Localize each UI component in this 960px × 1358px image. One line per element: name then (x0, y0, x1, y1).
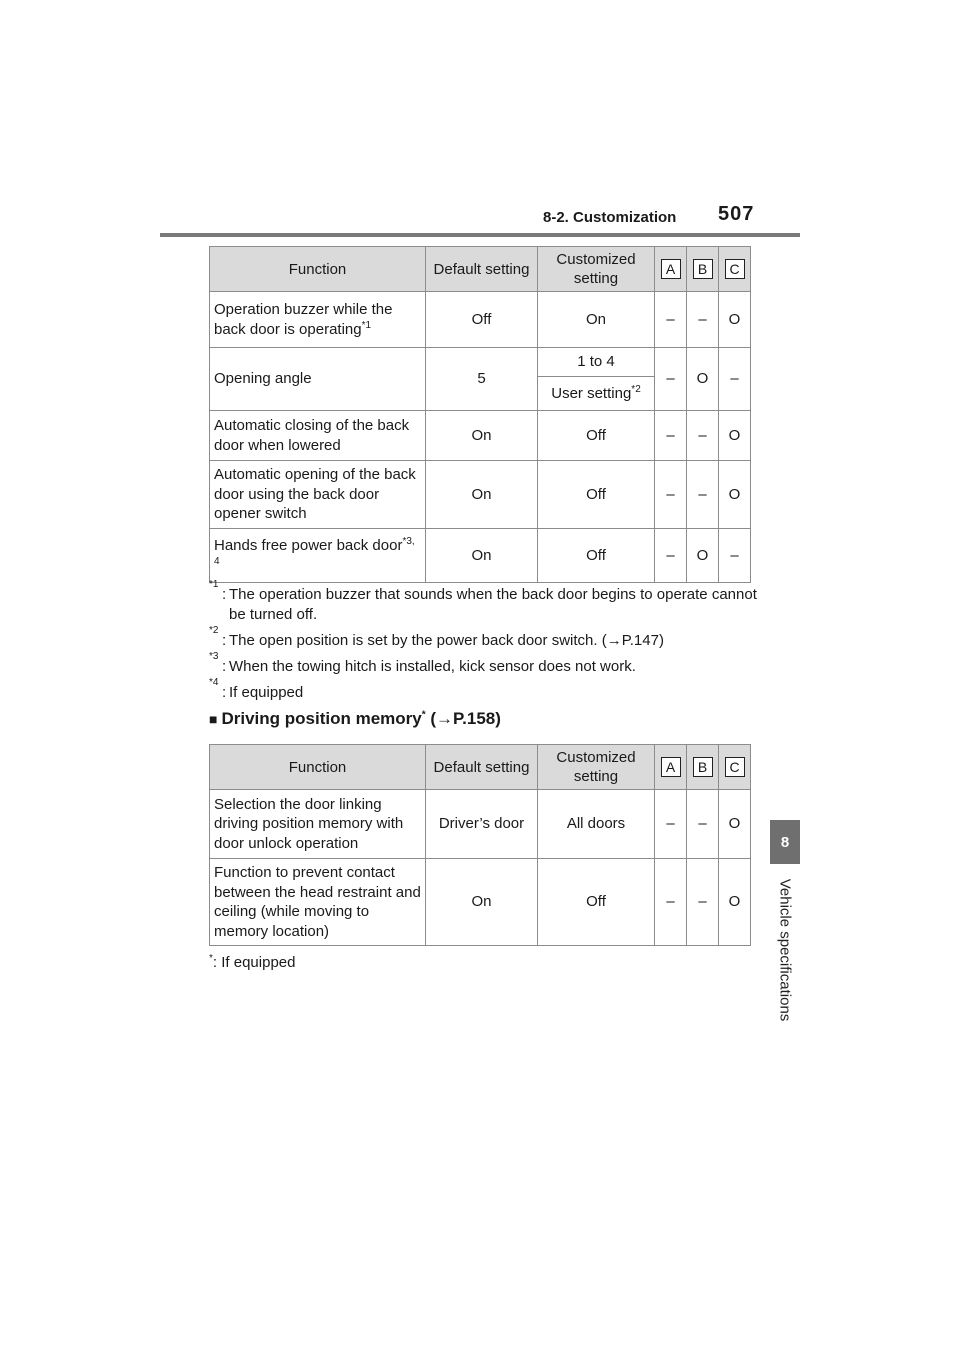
row-c: O (719, 411, 751, 461)
row-function: Function to prevent contact between the head restraint and ceiling (while moving to memory location) (210, 859, 426, 946)
row-function: Selection the door linking driving position memory with door unlock operation (210, 790, 426, 859)
col-header-c (719, 745, 751, 790)
col-header-b (687, 745, 719, 790)
table-row (210, 790, 751, 859)
row-b: O (687, 529, 719, 583)
table-row (210, 529, 751, 583)
row-customized-alt: User setting$^{*2}$ (538, 377, 655, 411)
row-default: On (426, 411, 538, 461)
back-door-settings-table (209, 246, 751, 583)
header-rule (160, 233, 800, 237)
row-function: Operation buzzer while the back door is operating$^{*1}$ (210, 292, 426, 348)
chapter-tab[interactable] (770, 820, 800, 864)
row-b: – (687, 292, 719, 348)
row-function: Hands free power back door$^{*3, 4}$ (210, 529, 426, 583)
row-customized: 1 to 4 (538, 348, 655, 377)
col-header-function: Function (210, 745, 426, 790)
row-customized: Off (538, 529, 655, 583)
row-function: Automatic opening of the back door using the back door opener switch (210, 461, 426, 529)
row-customized: Off (538, 859, 655, 946)
footnote: *3 : When the towing hitch is installed, kick sensor does not work. (209, 651, 636, 675)
page-reference-link[interactable]: (→P.158) (430, 709, 501, 728)
col-header-default: Default setting (426, 745, 538, 790)
row-function: Automatic closing of the back door when lowered (210, 411, 426, 461)
col-header-b (687, 247, 719, 292)
driving-position-memory-table (209, 744, 751, 946)
row-a: – (655, 461, 687, 529)
section-heading: 8-2. Customization (543, 209, 677, 226)
table-header-row (210, 745, 751, 790)
row-c: O (719, 859, 751, 946)
row-c: O (719, 292, 751, 348)
footnote: *4 : If equipped (209, 677, 304, 701)
col-c-box: C (725, 757, 745, 777)
row-default: On (426, 529, 538, 583)
col-c-box: C (725, 259, 745, 279)
table-row (210, 859, 751, 946)
col-b-box: B (693, 259, 713, 279)
col-header-c (719, 247, 751, 292)
row-c: – (719, 348, 751, 411)
footnote: *1 : The operation buzzer that sounds when the back door begins to operate cannot be turned off. (209, 579, 757, 623)
col-header-a (655, 745, 687, 790)
row-customized: Off (538, 411, 655, 461)
row-a: – (655, 292, 687, 348)
col-header-customized: Customized setting (538, 745, 655, 790)
row-b: O (687, 348, 719, 411)
col-header-a (655, 247, 687, 292)
row-customized: On (538, 292, 655, 348)
table-footnotes (209, 579, 769, 709)
row-c: – (719, 529, 751, 583)
row-default: 5 (426, 348, 538, 411)
table-row (210, 411, 751, 461)
row-b: – (687, 411, 719, 461)
col-header-customized: Customized setting (538, 247, 655, 292)
row-b: – (687, 790, 719, 859)
row-default: Driver’s door (426, 790, 538, 859)
col-a-box: A (661, 757, 681, 777)
row-a: – (655, 529, 687, 583)
row-a: – (655, 348, 687, 411)
row-c: O (719, 790, 751, 859)
section-title-driving-position-memory: ■ Driving position memory* (→P.158) (209, 709, 501, 728)
col-header-default: Default setting (426, 247, 538, 292)
row-default: On (426, 859, 538, 946)
col-a-box: A (661, 259, 681, 279)
row-default: On (426, 461, 538, 529)
row-customized: Off (538, 461, 655, 529)
row-a: – (655, 790, 687, 859)
table-row (210, 461, 751, 529)
footnote: *2 : The open position is set by the power back door switch. (→P.147) (209, 625, 664, 649)
col-b-box: B (693, 757, 713, 777)
row-function: Opening angle (210, 348, 426, 411)
table-row (210, 292, 751, 348)
row-b: – (687, 461, 719, 529)
table-header-row (210, 247, 751, 292)
chapter-number: 8 (780, 833, 790, 851)
table-row (210, 348, 751, 377)
chapter-title: Vehicle specifications (776, 878, 794, 1022)
row-c: O (719, 461, 751, 529)
col-header-function: Function (210, 247, 426, 292)
row-a: – (655, 859, 687, 946)
row-customized: All doors (538, 790, 655, 859)
row-default: Off (426, 292, 538, 348)
equipment-footnote: *: If equipped (209, 953, 296, 971)
row-b: – (687, 859, 719, 946)
square-bullet-icon: ■ (209, 711, 218, 727)
page-number: 507 (718, 203, 755, 225)
row-a: – (655, 411, 687, 461)
